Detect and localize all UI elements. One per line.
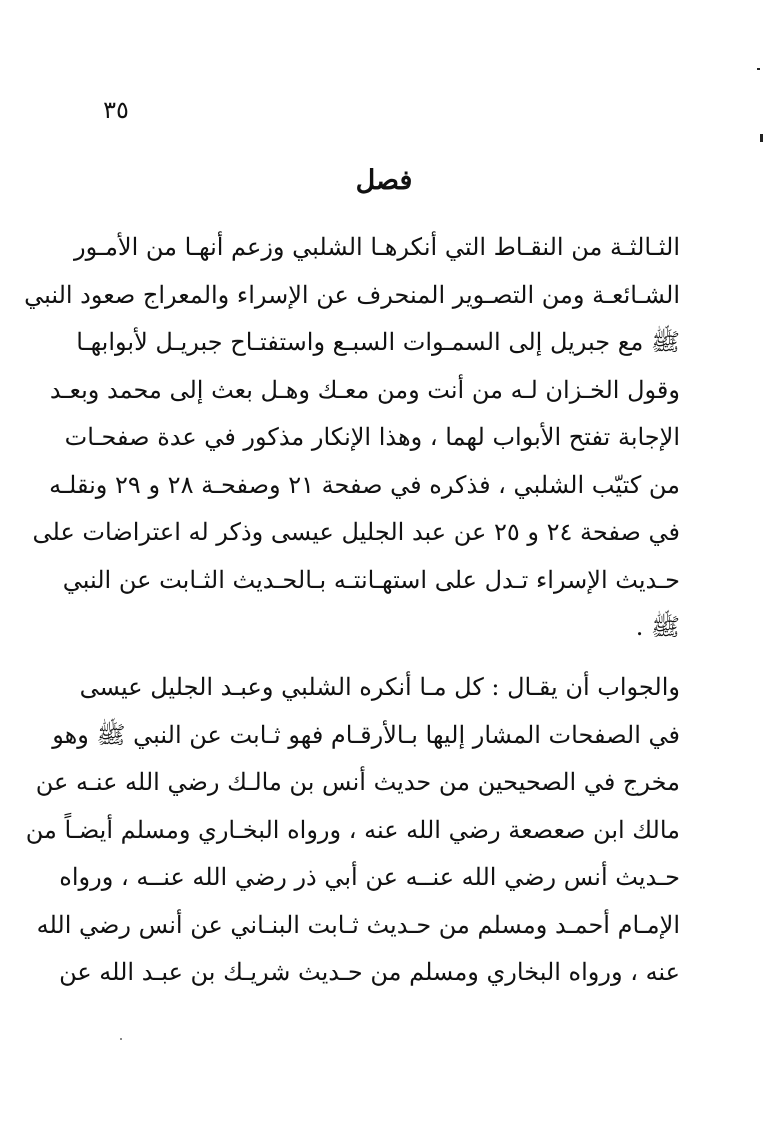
paragraph-1 <box>24 224 680 652</box>
text-line: والجواب أن يقـال : كل مـا أنكره الشلبي وعبـد الجليل عيسى <box>79 673 680 701</box>
text-line: الثـالثـة من النقـاط التي أنكرهـا الشلبي وزعم أنهـا من الأمـور <box>74 233 680 261</box>
text-line: حـديث أنس رضي الله عنــه عن أبي ذر رضي الله عنــه ، ورواه <box>59 863 680 891</box>
scan-speck <box>760 134 763 142</box>
text-line: عنه ، ورواه البخاري ومسلم من حـديث شريـك بن عبـد الله عن <box>59 958 680 986</box>
text-line: الشـائعـة ومن التصـوير المنحرف عن الإسراء والمعراج صعود النبي <box>24 280 680 309</box>
text-line: مالك ابن صعصعة رضي الله عنه ، ورواه البخـاري ومسلم أيضـاً من <box>25 815 680 844</box>
scan-speck <box>120 1038 122 1040</box>
text-line: في الصفحات المشار إليها بـالأرقـام فهو ثـابت عن النبي ﷺ وهو <box>52 720 680 749</box>
text-line: الإمـام أحمـد ومسلم من حـديث ثـابت البنـاني عن أنس رضي الله <box>36 910 680 939</box>
text-line: الإجابة تفتح الأبواب لهما ، وهذا الإنكار مذكور في عدة صفحـات <box>64 423 680 451</box>
text-line: من كتيّب الشلبي ، فذكره في صفحة ٢١ وصفحـة ٢٨ و ٢٩ ونقلـه <box>49 470 680 499</box>
paragraph-2 <box>25 664 680 997</box>
text-line: ﷺ مع جبريل إلى السمـوات السبـع واستفتـاح جبريـل لأبوابهـا <box>76 328 680 356</box>
text-line: ﷺ . <box>635 613 680 641</box>
text-line: وقول الخـزان لـه من أنت ومن معـك وهـل بعث إلى محمد وبعـد <box>49 375 680 404</box>
text-line: مخرج في الصحيحين من حديث أنس بن مالـك رضي الله عنـه عن <box>35 768 680 796</box>
page-number: ٣٥ <box>103 96 129 124</box>
scan-speck <box>757 68 760 70</box>
text-line: في صفحة ٢٤ و ٢٥ عن عبد الجليل عيسى وذكر له اعتراضات على <box>32 518 680 546</box>
text-line: حـديث الإسراء تـدل على استهـانتـه بـالحـديث الثـابت عن النبي <box>62 565 680 594</box>
chapter-heading: فصل <box>355 165 413 196</box>
